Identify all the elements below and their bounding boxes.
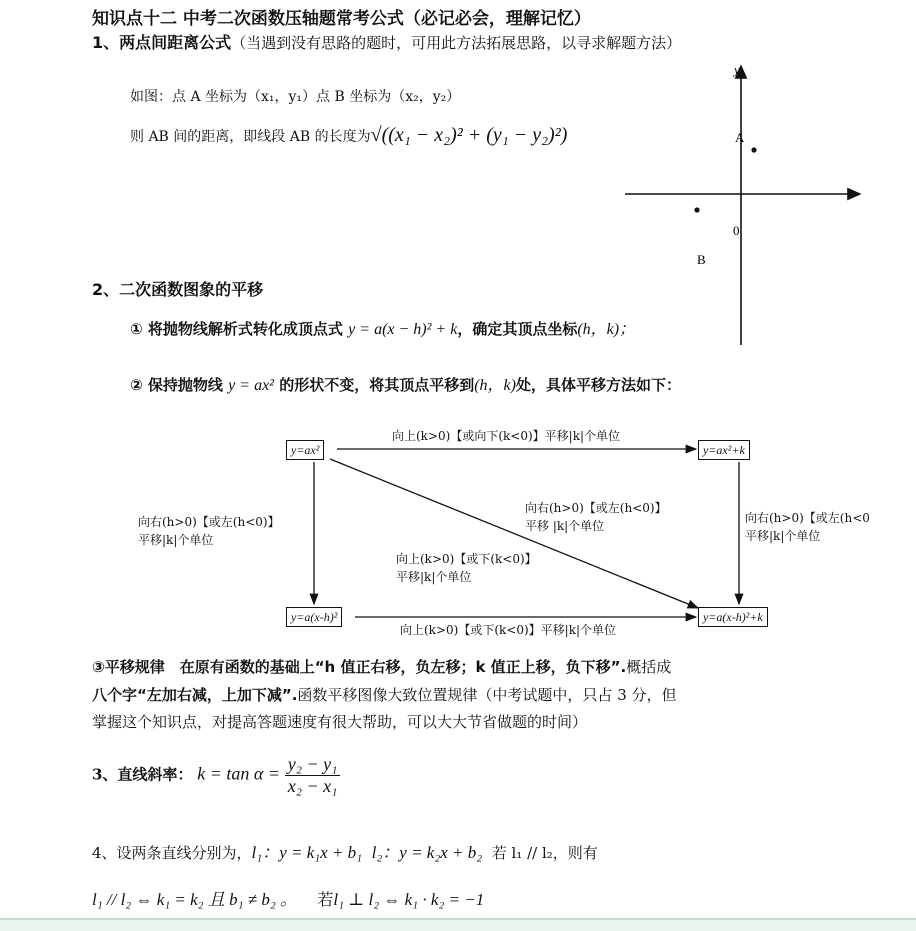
if-parallel: 若 l₁ // l₂，则有 xyxy=(491,844,598,862)
distance-formula: √((x₁ − x₂)² + (y₁ − y₂)²) xyxy=(370,124,568,146)
rule-bold2: 八个字“左加右减，上加下减”. xyxy=(92,686,298,704)
rule-bold: ③平移规律 在原有函数的基础上“h 值正右移，负左移；k 值正上移，负下移”. xyxy=(92,658,627,676)
arrow-diagonal xyxy=(330,459,698,608)
page-title: 知识点十二 中考二次函数压轴题常考公式（必记必会，理解记忆） xyxy=(92,9,591,29)
slope-numerator: y₂ − y₁ xyxy=(285,754,341,776)
section1-line1: 如图：点 A 坐标为（x₁，y₁）点 B 坐标为（x₂，y₂） xyxy=(130,89,461,105)
bottom-border xyxy=(0,918,916,931)
origin-label: 0 xyxy=(733,223,740,238)
step2-suffix: 处，具体平移方法如下： xyxy=(515,376,681,394)
y-axis-label: y xyxy=(734,62,740,77)
step1-vertex: (h，k)； xyxy=(577,321,636,338)
label-right-2: 平移|k|个单位 xyxy=(745,529,821,543)
parabola-formula: y = ax² xyxy=(228,377,274,394)
label-bottom: 向上(k>0)【或下(k<0)】平移|k|个单位 xyxy=(400,623,617,637)
box-horizontal-shift: y=a(x-h)² xyxy=(286,607,342,627)
label-right-1: 向右(h>0)【或左(h<0 xyxy=(745,511,870,525)
l1-equation: y = k₁x + b₁ xyxy=(279,843,363,862)
section1-heading: 1、两点间距离公式 xyxy=(92,33,232,52)
section3-label: 3、直线斜率： xyxy=(92,765,193,784)
label-diag-upper-2: 平移 |k|个单位 xyxy=(525,519,605,533)
label-left-1: 向右(h>0)【或左(h<0)】 xyxy=(138,515,280,529)
slope-fraction xyxy=(285,754,341,797)
slope-lhs: k = tan α = xyxy=(197,763,280,784)
perpendicular-condition: l₁ ⊥ l₂ ⇔ k₁ · k₂ = −1 xyxy=(333,890,485,909)
rule-line2 xyxy=(92,684,677,705)
section3-row xyxy=(92,754,340,797)
section1-line2-prefix: 则 AB 间的距离，即线段 AB 的长度为 xyxy=(130,129,371,145)
rule-line1 xyxy=(92,656,671,677)
section4-line2 xyxy=(92,885,484,910)
l2-equation: y = k₂x + b₂ xyxy=(399,843,483,862)
point-b-label: B xyxy=(697,252,706,267)
label-diag-lower-2: 平移|k|个单位 xyxy=(396,570,472,584)
step2-mid: 的形状不变，将其顶点平移到 xyxy=(279,376,475,394)
box-original-parabola: y=ax² xyxy=(286,440,324,460)
label-left-2: 平移|k|个单位 xyxy=(138,533,214,547)
step2-vertex: (h，k) xyxy=(474,377,516,394)
box-full-shift: y=a(x-h)²+k xyxy=(698,607,768,627)
label-diag-lower-1: 向上(k>0)【或下(k<0)】 xyxy=(396,552,537,566)
step1-suffix: ，确定其顶点坐标 xyxy=(457,320,578,338)
section4-line1 xyxy=(92,838,598,863)
label-top: 向上(k>0)【或向下(k<0)】平移|k|个单位 xyxy=(392,429,621,443)
label-diag-upper-1: 向右(h>0)【或左(h<0)】 xyxy=(525,501,667,515)
step1-prefix: ① 将抛物线解析式转化成顶点式 xyxy=(130,320,343,338)
rule-text1: 概括成 xyxy=(626,658,672,676)
point-a-label: A xyxy=(735,130,745,145)
l1-label: l₁： xyxy=(251,843,280,862)
vertex-form-formula: y = a(x − h)² + k xyxy=(348,321,458,338)
section1-note: （当遇到没有思路的题时，可用此方法拓展思路，以寻求解题方法） xyxy=(231,34,682,52)
parallel-condition: l₁ // l₂ ⇔ k₁ = k₂ 且 b₁ ≠ b₂ 。 xyxy=(92,890,297,909)
perp-prefix: 若 xyxy=(317,890,334,909)
section4-prefix: 4、设两条直线分别为， xyxy=(92,844,252,862)
section2-heading: 2、二次函数图象的平移 xyxy=(92,280,264,299)
rule-text2: 函数平移图像大致位置规律（中考试题中，只占 3 分，但 xyxy=(297,686,677,704)
slope-denominator: x₂ − x₁ xyxy=(287,776,338,796)
rule-line3: 掌握这个知识点，对提高答题速度有很大帮助，可以大大节省做题的时间） xyxy=(92,713,588,731)
step2-prefix: ② 保持抛物线 xyxy=(130,376,223,394)
box-vertical-shift: y=ax²+k xyxy=(698,440,750,460)
l2-label: l₂： xyxy=(371,843,400,862)
